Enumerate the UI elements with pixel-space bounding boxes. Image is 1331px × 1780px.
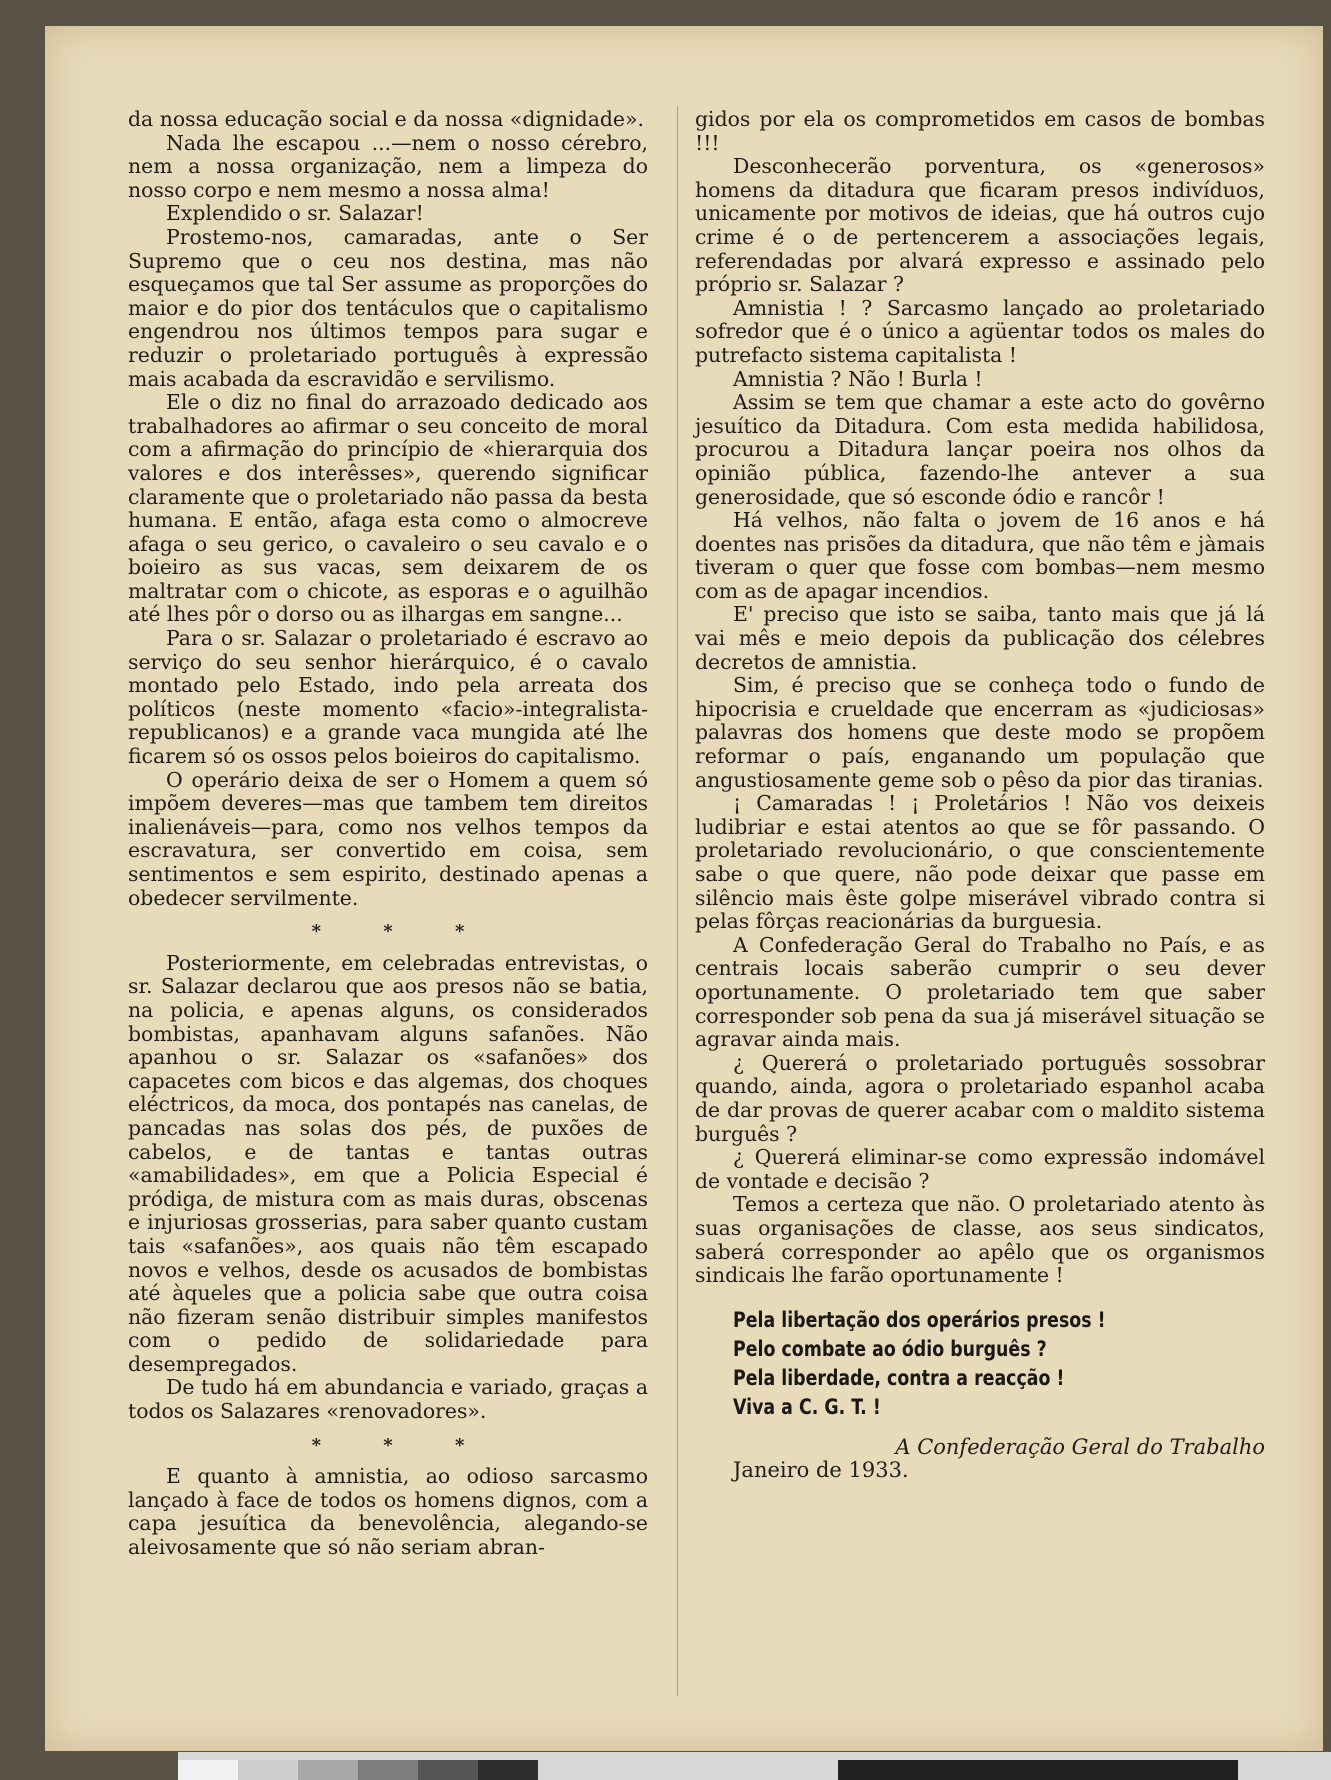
date: Janeiro de 1933.: [733, 1458, 909, 1483]
paragraph: E' preciso que isto se saiba, tanto mais que já lá vai mês e meio depois da publicação dos célebres decretos de amnistia.: [695, 602, 1265, 674]
section-separator: * * *: [311, 1434, 493, 1456]
paragraph: Assim se tem que chamar a este acto do govêrno jesuítico da Ditadura. Com esta medida habilidosa, procurou a Ditadura lançar poeira nos olhos da opinião pública, fazendo-lhe antever a sua generosidade, que só esconde ódio e rancôr !: [695, 390, 1265, 509]
slogan: Pela liberdade, contra a reacção !: [733, 1365, 1065, 1390]
document-page: [45, 26, 1323, 1751]
paragraph: Há velhos, não falta o jovem de 16 anos e há doentes nas prisões da ditadura, que não têm e jàmais tiveram o quer que fosse com bombas—nem mesmo com as de apagar incendios.: [695, 508, 1265, 603]
slogan: Viva a C. G. T. !: [733, 1394, 881, 1419]
ruler-segment: [238, 1760, 298, 1780]
slogan: Pelo combate ao ódio burguês ?: [733, 1336, 1047, 1361]
paragraph: Explendido o sr. Salazar!: [166, 201, 424, 226]
paragraph: Amnistia ! ? Sarcasmo lançado ao proletariado sofredor que é o único a agüentar todos os males do putrefacto sistema capitalista !: [695, 295, 1265, 367]
paragraph: ¿ Quererá eliminar-se como expressão indomável de vontade e decisão ?: [695, 1145, 1265, 1193]
ruler-segment: [358, 1760, 418, 1780]
ruler-segment: [178, 1760, 238, 1780]
ruler-segment: [298, 1760, 358, 1780]
paragraph: ¿ Quererá o proletariado português sossobrar quando, ainda, agora o proletariado espanhol acaba de dar provas de querer acabar com o maldito sistema burguês ?: [695, 1050, 1265, 1146]
paragraph: Sim, é preciso que se conheça todo o fundo de hipocrisia e crueldade que encerram as «judiciosas» palavras dos homens que deste modo se propõem reformar o país, enganando um população que angustiosamente geme sob o pêso da pior das tiranias.: [695, 673, 1265, 792]
slogan: Pela libertação dos operários presos !: [733, 1307, 1106, 1332]
paragraph: gidos por ela os comprometidos em casos de bombas !!!: [695, 107, 1265, 155]
slogans-block: [733, 1306, 1265, 1422]
paragraph: O operário deixa de ser o Homem a quem só impõem deveres—mas que tambem tem direitos inalienáveis—para, como nos velhos tempos da escravatura, ser convertido em coisa, sem sentimentos e sem espirito, destinado apenas a obedecer servilmente.: [128, 767, 648, 910]
paragraph: Posteriormente, em celebradas entrevistas, o sr. Salazar declarou que aos presos não se batia, na policia, e apenas alguns, os considerados bombistas, apanhavam alguns safanões. Não apanhou o sr. Salazar os «safanões» dos capacetes com bicos e das algemas, dos choques eléctricos, da moca, dos pontapés nas canelas, de pancadas nas solas dos pés, de puxões de cabelos, e de tantas e tantas outras «amabilidades», em que a Policia Especial é pródiga, de mistura com as mais duras, obscenas e injuriosas grosserias, para saber quanto custam tais «safanões», aos quais não têm escapado novos e velhos, desde os acusados de bombistas até àqueles que a policia sabe que outra coisa não fizeram senão distribuir simples manifestos com o pedido de solidariedade para desempregados.: [128, 950, 648, 1376]
paragraph: Prostemo-nos, camaradas, ante o Ser Supremo que o ceu nos destina, mas não esqueçamos que tal Ser assume as proporções do maior e do pior dos tentáculos que o capitalismo engendrou nos últimos tempos para sugar e reduzir o proletariado português à expressão mais acabada da escravidão e servilismo.: [128, 224, 648, 391]
paragraph: A Confederação Geral do Trabalho no País, e as centrais locais saberão cumprir o seu dever oportunamente. O proletariado tem que saber corresponder sob pena da sua já miserável situação se agravar ainda mais.: [695, 932, 1265, 1052]
section-separator: * * *: [311, 921, 493, 943]
paragraph: Para o sr. Salazar o proletariado é escravo ao serviço do seu senhor hierárquico, é o cavalo montado pelo Estado, indo pela arreata dos políticos (neste momento «facio»-integralista-republicanos) e a grande vaca mungida até lhe ficarem só os ossos pelos boieiros do capitalismo.: [128, 626, 648, 769]
left-column: [128, 108, 648, 1560]
signature: A Confederação Geral do Trabalho: [895, 1434, 1265, 1459]
paragraph: Nada lhe escapou ...—nem o nosso cérebro, nem a nossa organização, nem a limpeza do nosso corpo e nem mesmo a nossa alma!: [128, 130, 648, 202]
paragraph: Amnistia ? Não ! Burla !: [733, 366, 983, 391]
ruler-segment: [478, 1760, 538, 1780]
right-column: [695, 108, 1265, 1483]
paragraph: Desconhecerão porventura, os «generosos» homens da ditadura que ficaram presos indivíduos, unicamente por motivos de ideias, que há outros cujo crime é o de pertencerem a associações legais, referendadas por alvará expresso e assinado pelo próprio sr. Salazar ?: [695, 154, 1265, 297]
scale-ruler: [178, 1752, 1331, 1780]
paragraph: E quanto à amnistia, ao odioso sarcasmo lançado à face de todos os homens dignos, com a capa jesuítica da benevolência, alegando-se aleivosamente que só não seriam abran-: [128, 1464, 648, 1560]
paragraph: Temos a certeza que não. O proletariado atento às suas organisações de classe, aos seus sindicatos, saberá corresponder ao apêlo que os organismos sindicais lhe farão oportunamente !: [695, 1192, 1265, 1288]
column-divider: [677, 106, 678, 1696]
paragraph: ¡ Camaradas ! ¡ Proletários ! Não vos deixeis ludibriar e estai atentos ao que se fôr passando. O proletariado revolucionário, o que conscientemente sabe o que quere, não pode deixar que passe em silêncio mais êste golpe miserável vibrado contra si pelas fôrças reacionárias da burguesia.: [695, 791, 1265, 934]
ruler-segment: [838, 1760, 1238, 1780]
paragraph: Ele o diz no final do arrazoado dedicado aos trabalhadores ao afirmar o seu conceito de moral com a afirmação do princípio de «hierarquia dos valores e dos interêsses», querendo significar claramente que o proletariado não passa da besta humana. E então, afaga esta como o almocreve afaga o seu gerico, o cavaleiro o seu cavalo e o boieiro as sus vacas, sem deixarem de os maltratar com o chicote, as esporas e o aguilhão até lhes pôr o dorso ou as ilhargas em sangne...: [128, 390, 648, 627]
paragraph: da nossa educação social e da nossa «dignidade».: [128, 107, 644, 131]
ruler-segment: [418, 1760, 478, 1780]
paragraph: De tudo há em abundancia e variado, graças a todos os Salazares «renovadores».: [128, 1375, 648, 1424]
